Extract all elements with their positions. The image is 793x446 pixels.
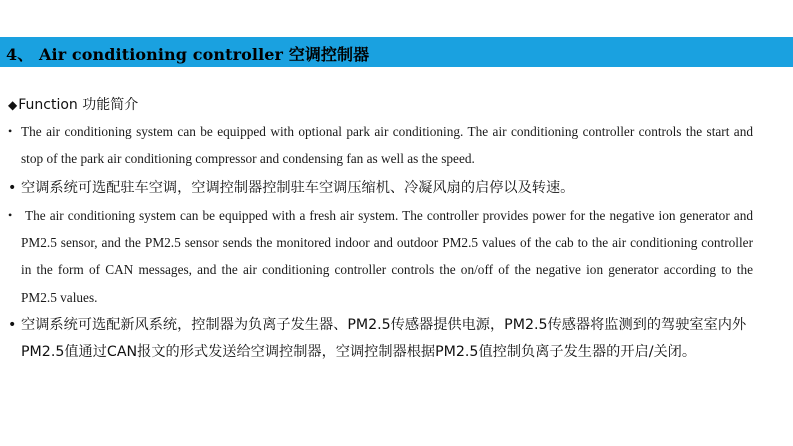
bullet-icon: • xyxy=(8,317,17,333)
paragraph-text: The air conditioning system can be equipped with a fresh air system. The controller provides power for the negative ion generator and PM2.5 sensor, and the PM2.5 sensor sends the monitored indoor and outdoor PM2.5 values of the cab to the air conditioning controller in the form of CAN messages, and the air conditioning controller controls the on/off of the negative ion generator according to the PM2.5 values. xyxy=(21,208,753,305)
paragraph-zh-fresh-air xyxy=(8,312,753,366)
paragraph-text: 空调系统可选配驻车空调，空调控制器控制驻车空调压缩机、冷凝风扇的启停以及转速。 xyxy=(21,180,575,196)
bullet-icon: • xyxy=(8,180,17,196)
bullet-icon: • xyxy=(8,208,13,222)
function-heading xyxy=(8,94,138,114)
paragraph-en-fresh-air xyxy=(8,202,753,311)
paragraph-text: The air conditioning system can be equipped with optional park air conditioning. The air conditioning controller controls the start and stop of the park air conditioning compressor and condensing fan as well as the speed. xyxy=(21,124,753,167)
diamond-bullet-icon: ◆ xyxy=(8,98,18,112)
section-title-en: 4、 Air conditioning controller xyxy=(6,45,289,64)
paragraph-text: 空调系统可选配新风系统，控制器为负离子发生器、PM2.5传感器提供电源，PM2.5传感器将监测到的驾驶室室内外PM2.5值通过CAN报文的形式发送给空调控制器，空调控制器根据PM2.5值控制负离子发生器的开启/关闭。 xyxy=(21,317,747,360)
section-title xyxy=(6,42,369,65)
paragraph-zh-park-ac xyxy=(8,175,753,202)
section-header-bar xyxy=(0,37,793,67)
bullet-icon: • xyxy=(8,124,13,138)
function-heading-text: Function 功能简介 xyxy=(18,97,139,113)
paragraph-en-park-ac xyxy=(8,118,753,172)
section-title-zh: 空调控制器 xyxy=(288,45,370,64)
